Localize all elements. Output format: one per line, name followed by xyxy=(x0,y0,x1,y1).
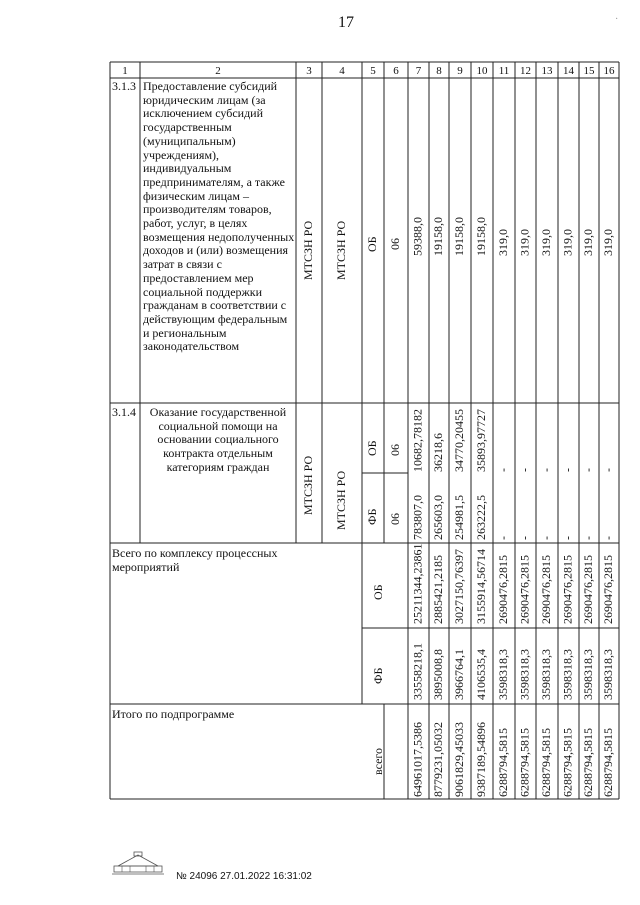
total-subprogram-value: 6288794,5815 xyxy=(560,728,575,797)
total-complex-ob-value: 2885421,2185 xyxy=(430,555,445,624)
total-complex-fb-label: ФБ xyxy=(370,667,385,684)
row-313-budget: ОБ xyxy=(364,236,379,252)
total-subprogram-value: 64961017,5386 xyxy=(410,722,425,797)
total-complex-fb-value: 3598318,3 xyxy=(600,649,615,700)
row-314-fb-value: 263222,5 xyxy=(473,495,488,540)
row-314-ob-value: 10682,78182 xyxy=(410,409,425,472)
footer-document-stamp: № 24096 27.01.2022 16:31:02 xyxy=(176,871,312,882)
row-314-ob-value: 35893,97727 xyxy=(473,409,488,472)
header-cell-13: 13 xyxy=(541,65,553,77)
header-cell-2: 2 xyxy=(215,65,221,77)
total-complex-fb-value: 3598318,3 xyxy=(495,649,510,700)
row-313-value: 319,0 xyxy=(538,229,553,256)
row-313-value: 319,0 xyxy=(580,229,595,256)
header-cell-14: 14 xyxy=(563,65,574,77)
header-cell-9: 9 xyxy=(457,65,463,77)
row-314-ob-value: 36218,6 xyxy=(430,433,445,472)
total-complex-ob-value: 2690476,2815 xyxy=(495,555,510,624)
total-complex-ob-value: 2690476,2815 xyxy=(538,555,553,624)
total-subprogram-value: 8779231,05032 xyxy=(430,722,445,797)
total-complex-fb-value: 3598318,3 xyxy=(538,649,553,700)
header-cell-3: 3 xyxy=(306,65,312,77)
header-cell-5: 5 xyxy=(370,65,376,77)
header-cell-4: 4 xyxy=(339,65,345,77)
header-cell-15: 15 xyxy=(583,65,595,77)
total-subprogram-value: 6288794,5815 xyxy=(600,728,615,797)
total-subprogram-value: 6288794,5815 xyxy=(580,728,595,797)
total-complex-ob-value: 25211344,23861 xyxy=(410,543,425,624)
total-subprogram-value: 9061829,45033 xyxy=(451,722,466,797)
rotated-cells xyxy=(301,217,615,797)
total-complex-ob-value: 2690476,2815 xyxy=(560,555,575,624)
row-314-fb-value: - xyxy=(600,536,615,540)
row-314-fb-budget: ФБ xyxy=(364,508,379,525)
row-314-fb-value: - xyxy=(560,536,575,540)
row-314-ob-budget: ОБ xyxy=(364,440,379,456)
row-314-fb-value: - xyxy=(538,536,553,540)
row-314-ob-value: - xyxy=(580,468,595,472)
row-314-number: 3.1.4 xyxy=(112,405,136,419)
row-314-fb-value: - xyxy=(517,536,532,540)
total-complex-fb-value: 4106535,4 xyxy=(473,649,488,700)
row-313-value: 19158,0 xyxy=(451,217,466,256)
total-complex-fb-value: 3966764,1 xyxy=(451,649,466,700)
total-complex-fb-value: 3598318,3 xyxy=(580,649,595,700)
total-subprogram-label: Итого по подпрограмме xyxy=(112,707,235,721)
row-314-executor: МТСЗН РО xyxy=(300,455,315,515)
row-313-value: 19158,0 xyxy=(430,217,445,256)
header-cell-7: 7 xyxy=(415,65,422,77)
row-313-coexecutor: МТСЗН РО xyxy=(333,220,348,280)
total-subprogram-value: 9387189,54896 xyxy=(473,722,488,797)
row-314-fb-value: 254981,5 xyxy=(451,495,466,540)
row-313-number: 3.1.3 xyxy=(112,79,136,93)
total-complex-label: Всего по комплексу процессных мероприятий xyxy=(112,546,278,574)
row-313-value: 59388,0 xyxy=(410,217,425,256)
row-314-fb-value: 265603,0 xyxy=(430,495,445,540)
total-subprogram-col-label: всего xyxy=(370,747,385,775)
header-cell-16: 16 xyxy=(603,65,615,77)
row-313-value: 19158,0 xyxy=(473,217,488,256)
header-cell-8: 8 xyxy=(436,65,442,77)
row-314-fb-value: - xyxy=(580,536,595,540)
row-314-ob-value: - xyxy=(600,468,615,472)
row-314-ob-code: 06 xyxy=(387,444,402,456)
row-313-description: Предоставление субсидий юридическим лицам (за исключением субсидий государственным (муниципальным) учреждениям), индивидуальным предпринимателям, а также физическим лицам – производителям товаров, работ, услуг, в целях возмещения недополученных доходов и (или) возмещения затрат в связи с предоставлением мер социальной поддержки гражданам в соответствии с действующим федеральным и региональным законодательством xyxy=(143,79,295,354)
total-complex-fb-value: 3895008,8 xyxy=(430,649,445,700)
row-313-value: 319,0 xyxy=(560,229,575,256)
row-314-fb-code: 06 xyxy=(387,513,402,525)
header-cell-1: 1 xyxy=(122,65,128,77)
total-subprogram-value: 6288794,5815 xyxy=(538,728,553,797)
header-cell-12: 12 xyxy=(520,65,531,77)
total-complex-fb-value: 3598318,3 xyxy=(560,649,575,700)
row-314-ob-value: - xyxy=(517,468,532,472)
row-313-executor: МТСЗН РО xyxy=(300,220,315,280)
row-314-description: Оказание государственной социальной помощи на основании социального контракта отдельным категориям граждан xyxy=(149,405,287,474)
total-complex-ob-label: ОБ xyxy=(370,584,385,600)
page-number: 17 xyxy=(338,14,354,31)
total-complex-ob-value: 3027150,76397 xyxy=(451,549,466,624)
row-314-ob-value: - xyxy=(560,468,575,472)
row-313-value: 319,0 xyxy=(517,229,532,256)
row-313-value: 319,0 xyxy=(600,229,615,256)
header-cell-10: 10 xyxy=(476,65,488,77)
total-complex-ob-value: 2690476,2815 xyxy=(600,555,615,624)
row-314-ob-value: - xyxy=(538,468,553,472)
total-subprogram-value: 6288794,5815 xyxy=(517,728,532,797)
row-313-value: 319,0 xyxy=(495,229,510,256)
total-subprogram-value: 6288794,5815 xyxy=(495,728,510,797)
total-complex-ob-value: 3155914,56714 xyxy=(473,549,488,624)
total-complex-ob-value: 2690476,2815 xyxy=(517,555,532,624)
row-314-ob-value: 34770,20455 xyxy=(451,409,466,472)
row-314-fb-value: 783807,0 xyxy=(410,495,425,540)
row-314-coexecutor: МТСЗН РО xyxy=(333,470,348,530)
row-314-ob-value: - xyxy=(495,468,510,472)
header-cell-11: 11 xyxy=(498,65,510,77)
corner-mark: · xyxy=(615,14,619,25)
total-complex-fb-value: 33558218,1 xyxy=(410,643,425,700)
government-building-stamp xyxy=(110,850,166,876)
total-complex-ob-value: 2690476,2815 xyxy=(580,555,595,624)
row-314-fb-value: - xyxy=(495,536,510,540)
header-cell-6: 6 xyxy=(393,65,399,77)
total-complex-fb-value: 3598318,3 xyxy=(517,649,532,700)
table-header-row xyxy=(122,65,615,77)
row-313-code: 06 xyxy=(387,238,402,250)
